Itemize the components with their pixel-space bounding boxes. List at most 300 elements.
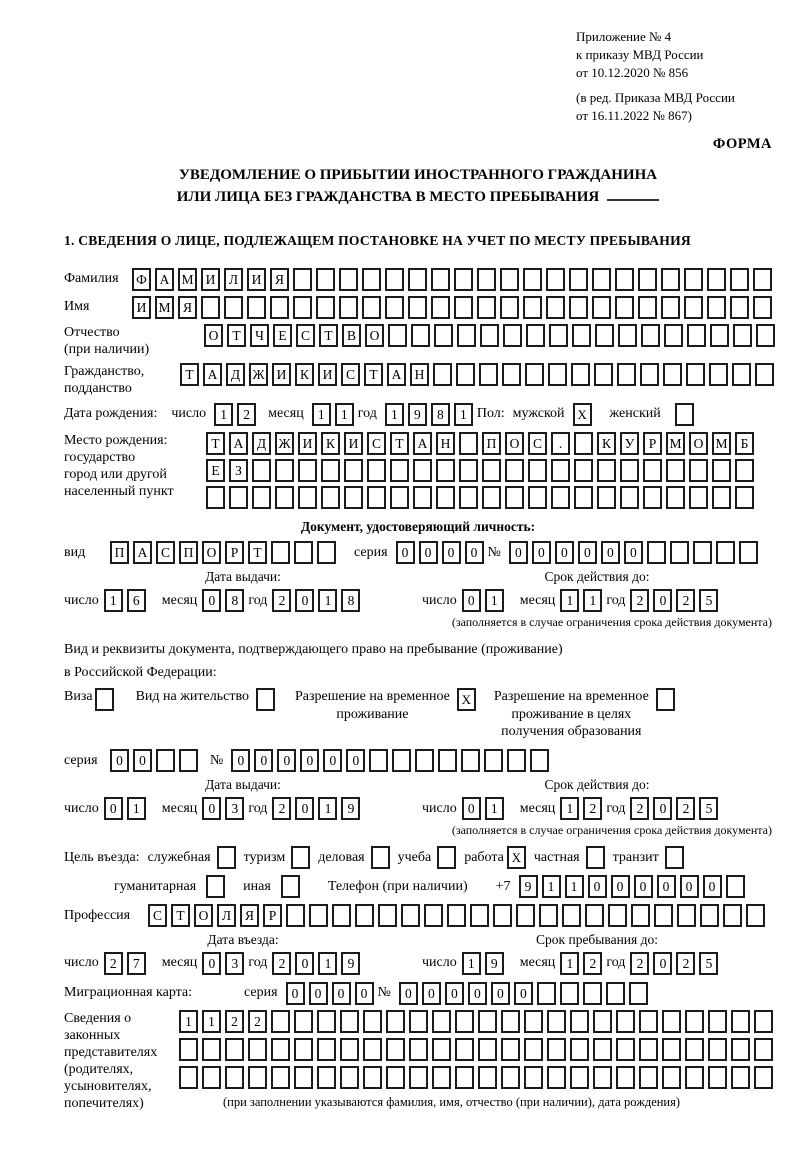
- purpose-humanitarian-checkbox[interactable]: [206, 875, 225, 898]
- char-cell[interactable]: [390, 486, 409, 509]
- char-cell[interactable]: С: [528, 432, 547, 455]
- char-cell[interactable]: [309, 904, 328, 927]
- char-cell[interactable]: [712, 486, 731, 509]
- char-cell[interactable]: 0: [634, 875, 653, 898]
- char-cell[interactable]: С: [296, 324, 315, 347]
- char-cell[interactable]: [248, 1066, 267, 1089]
- char-cell[interactable]: [615, 296, 634, 319]
- char-cell[interactable]: [666, 459, 685, 482]
- char-cell[interactable]: Я: [178, 296, 197, 319]
- char-cell[interactable]: [746, 904, 765, 927]
- char-cell[interactable]: [392, 749, 411, 772]
- char-cell[interactable]: [317, 1010, 336, 1033]
- char-cell[interactable]: [294, 1010, 313, 1033]
- char-cell[interactable]: [415, 749, 434, 772]
- char-cell[interactable]: [388, 324, 407, 347]
- char-cell[interactable]: [409, 1010, 428, 1033]
- char-cell[interactable]: Т: [227, 324, 246, 347]
- char-cell[interactable]: [689, 486, 708, 509]
- char-cell[interactable]: Н: [436, 432, 455, 455]
- char-cell[interactable]: О: [505, 432, 524, 455]
- char-cell[interactable]: 0: [332, 982, 351, 1005]
- char-cell[interactable]: [344, 486, 363, 509]
- char-cell[interactable]: 0: [396, 541, 415, 564]
- char-cell[interactable]: [592, 268, 611, 291]
- char-cell[interactable]: 0: [295, 797, 314, 820]
- char-cell[interactable]: 9: [519, 875, 538, 898]
- char-cell[interactable]: [689, 459, 708, 482]
- char-cell[interactable]: [202, 1038, 221, 1061]
- char-cell[interactable]: [707, 296, 726, 319]
- char-cell[interactable]: Ч: [250, 324, 269, 347]
- char-cell[interactable]: [560, 982, 579, 1005]
- char-cell[interactable]: [478, 1038, 497, 1061]
- char-cell[interactable]: 0: [555, 541, 574, 564]
- char-cell[interactable]: [477, 268, 496, 291]
- visa-checkbox[interactable]: [95, 688, 114, 711]
- char-cell[interactable]: 0: [399, 982, 418, 1005]
- char-cell[interactable]: [461, 749, 480, 772]
- char-cell[interactable]: 2: [676, 797, 695, 820]
- char-cell[interactable]: [570, 1038, 589, 1061]
- char-cell[interactable]: 8: [225, 589, 244, 612]
- char-cell[interactable]: [409, 1038, 428, 1061]
- char-cell[interactable]: [248, 1038, 267, 1061]
- char-cell[interactable]: [477, 296, 496, 319]
- char-cell[interactable]: 0: [703, 875, 722, 898]
- char-cell[interactable]: [754, 1038, 773, 1061]
- char-cell[interactable]: М: [155, 296, 174, 319]
- char-cell[interactable]: [455, 1066, 474, 1089]
- char-cell[interactable]: [409, 1066, 428, 1089]
- char-cell[interactable]: [547, 1038, 566, 1061]
- char-cell[interactable]: С: [367, 432, 386, 455]
- char-cell[interactable]: [639, 1066, 658, 1089]
- char-cell[interactable]: [597, 459, 616, 482]
- char-cell[interactable]: 2: [630, 589, 649, 612]
- char-cell[interactable]: [401, 904, 420, 927]
- char-cell[interactable]: 9: [485, 952, 504, 975]
- char-cell[interactable]: [386, 1066, 405, 1089]
- char-cell[interactable]: [551, 486, 570, 509]
- char-cell[interactable]: [500, 296, 519, 319]
- char-cell[interactable]: [340, 1066, 359, 1089]
- char-cell[interactable]: [247, 296, 266, 319]
- char-cell[interactable]: [478, 1066, 497, 1089]
- char-cell[interactable]: [317, 1066, 336, 1089]
- char-cell[interactable]: 2: [272, 952, 291, 975]
- char-cell[interactable]: 9: [408, 403, 427, 426]
- char-cell[interactable]: [503, 324, 522, 347]
- char-cell[interactable]: 0: [445, 982, 464, 1005]
- char-cell[interactable]: [293, 268, 312, 291]
- char-cell[interactable]: [700, 904, 719, 927]
- char-cell[interactable]: 0: [286, 982, 305, 1005]
- char-cell[interactable]: 0: [346, 749, 365, 772]
- char-cell[interactable]: [661, 268, 680, 291]
- char-cell[interactable]: [643, 486, 662, 509]
- char-cell[interactable]: [424, 904, 443, 927]
- char-cell[interactable]: [367, 459, 386, 482]
- char-cell[interactable]: П: [179, 541, 198, 564]
- char-cell[interactable]: [585, 904, 604, 927]
- char-cell[interactable]: 1: [127, 797, 146, 820]
- char-cell[interactable]: [225, 1066, 244, 1089]
- char-cell[interactable]: [459, 432, 478, 455]
- char-cell[interactable]: А: [155, 268, 174, 291]
- char-cell[interactable]: 0: [202, 797, 221, 820]
- char-cell[interactable]: [726, 875, 745, 898]
- char-cell[interactable]: [363, 1066, 382, 1089]
- char-cell[interactable]: Н: [410, 363, 429, 386]
- char-cell[interactable]: [639, 1038, 658, 1061]
- char-cell[interactable]: [616, 1010, 635, 1033]
- char-cell[interactable]: [616, 1038, 635, 1061]
- char-cell[interactable]: [708, 1010, 727, 1033]
- char-cell[interactable]: [638, 268, 657, 291]
- char-cell[interactable]: 0: [468, 982, 487, 1005]
- char-cell[interactable]: [294, 541, 313, 564]
- char-cell[interactable]: [385, 296, 404, 319]
- char-cell[interactable]: В: [342, 324, 361, 347]
- char-cell[interactable]: 0: [653, 952, 672, 975]
- char-cell[interactable]: 2: [272, 797, 291, 820]
- char-cell[interactable]: [201, 296, 220, 319]
- char-cell[interactable]: 2: [583, 797, 602, 820]
- char-cell[interactable]: [549, 324, 568, 347]
- char-cell[interactable]: [677, 904, 696, 927]
- char-cell[interactable]: Т: [180, 363, 199, 386]
- char-cell[interactable]: 0: [624, 541, 643, 564]
- char-cell[interactable]: [753, 268, 772, 291]
- char-cell[interactable]: [547, 1010, 566, 1033]
- char-cell[interactable]: [432, 1066, 451, 1089]
- char-cell[interactable]: 0: [323, 749, 342, 772]
- char-cell[interactable]: [363, 1010, 382, 1033]
- char-cell[interactable]: [321, 459, 340, 482]
- char-cell[interactable]: [574, 432, 593, 455]
- char-cell[interactable]: [386, 1038, 405, 1061]
- char-cell[interactable]: Е: [273, 324, 292, 347]
- char-cell[interactable]: А: [203, 363, 222, 386]
- char-cell[interactable]: [583, 982, 602, 1005]
- char-cell[interactable]: [639, 1010, 658, 1033]
- char-cell[interactable]: [202, 1066, 221, 1089]
- char-cell[interactable]: [710, 324, 729, 347]
- char-cell[interactable]: [484, 749, 503, 772]
- char-cell[interactable]: [362, 296, 381, 319]
- char-cell[interactable]: А: [413, 432, 432, 455]
- purpose-tourism-checkbox[interactable]: [291, 846, 310, 869]
- char-cell[interactable]: С: [148, 904, 167, 927]
- char-cell[interactable]: [524, 1066, 543, 1089]
- char-cell[interactable]: 0: [277, 749, 296, 772]
- char-cell[interactable]: 0: [419, 541, 438, 564]
- char-cell[interactable]: Ф: [132, 268, 151, 291]
- char-cell[interactable]: 2: [676, 589, 695, 612]
- char-cell[interactable]: [390, 459, 409, 482]
- char-cell[interactable]: [436, 486, 455, 509]
- char-cell[interactable]: [593, 1010, 612, 1033]
- char-cell[interactable]: О: [204, 324, 223, 347]
- char-cell[interactable]: 1: [318, 589, 337, 612]
- char-cell[interactable]: 1: [485, 589, 504, 612]
- char-cell[interactable]: О: [202, 541, 221, 564]
- char-cell[interactable]: П: [482, 432, 501, 455]
- char-cell[interactable]: 2: [583, 952, 602, 975]
- char-cell[interactable]: [363, 1038, 382, 1061]
- char-cell[interactable]: [708, 1038, 727, 1061]
- char-cell[interactable]: [206, 486, 225, 509]
- char-cell[interactable]: [454, 268, 473, 291]
- char-cell[interactable]: [480, 324, 499, 347]
- char-cell[interactable]: Л: [224, 268, 243, 291]
- char-cell[interactable]: 0: [491, 982, 510, 1005]
- char-cell[interactable]: А: [133, 541, 152, 564]
- char-cell[interactable]: [530, 749, 549, 772]
- purpose-work-checkbox[interactable]: X: [507, 846, 526, 869]
- char-cell[interactable]: 0: [422, 982, 441, 1005]
- char-cell[interactable]: [447, 904, 466, 927]
- char-cell[interactable]: [547, 1066, 566, 1089]
- char-cell[interactable]: О: [689, 432, 708, 455]
- char-cell[interactable]: 1: [560, 952, 579, 975]
- char-cell[interactable]: 2: [630, 797, 649, 820]
- male-checkbox[interactable]: X: [573, 403, 592, 426]
- char-cell[interactable]: 1: [583, 589, 602, 612]
- char-cell[interactable]: [537, 982, 556, 1005]
- char-cell[interactable]: Т: [248, 541, 267, 564]
- char-cell[interactable]: [317, 1038, 336, 1061]
- char-cell[interactable]: Е: [206, 459, 225, 482]
- char-cell[interactable]: Т: [390, 432, 409, 455]
- char-cell[interactable]: [664, 324, 683, 347]
- char-cell[interactable]: 1: [485, 797, 504, 820]
- char-cell[interactable]: [638, 296, 657, 319]
- char-cell[interactable]: [411, 324, 430, 347]
- char-cell[interactable]: И: [272, 363, 291, 386]
- char-cell[interactable]: [298, 486, 317, 509]
- char-cell[interactable]: [298, 459, 317, 482]
- char-cell[interactable]: 6: [127, 589, 146, 612]
- char-cell[interactable]: [459, 459, 478, 482]
- char-cell[interactable]: [271, 1038, 290, 1061]
- char-cell[interactable]: [685, 1010, 704, 1033]
- char-cell[interactable]: 0: [231, 749, 250, 772]
- char-cell[interactable]: [524, 1038, 543, 1061]
- purpose-study-checkbox[interactable]: [437, 846, 456, 869]
- char-cell[interactable]: [528, 486, 547, 509]
- char-cell[interactable]: [413, 459, 432, 482]
- char-cell[interactable]: [505, 459, 524, 482]
- char-cell[interactable]: [666, 486, 685, 509]
- char-cell[interactable]: [684, 268, 703, 291]
- char-cell[interactable]: [454, 296, 473, 319]
- char-cell[interactable]: [501, 1066, 520, 1089]
- char-cell[interactable]: 0: [653, 589, 672, 612]
- char-cell[interactable]: [457, 324, 476, 347]
- char-cell[interactable]: [355, 904, 374, 927]
- char-cell[interactable]: 0: [202, 952, 221, 975]
- char-cell[interactable]: [528, 459, 547, 482]
- char-cell[interactable]: [433, 363, 452, 386]
- purpose-private-checkbox[interactable]: [586, 846, 605, 869]
- purpose-transit-checkbox[interactable]: [665, 846, 684, 869]
- char-cell[interactable]: [340, 1038, 359, 1061]
- char-cell[interactable]: [654, 904, 673, 927]
- char-cell[interactable]: [294, 1038, 313, 1061]
- char-cell[interactable]: 0: [657, 875, 676, 898]
- char-cell[interactable]: П: [110, 541, 129, 564]
- char-cell[interactable]: [693, 541, 712, 564]
- char-cell[interactable]: [293, 296, 312, 319]
- char-cell[interactable]: [593, 1038, 612, 1061]
- char-cell[interactable]: [685, 1038, 704, 1061]
- char-cell[interactable]: [369, 749, 388, 772]
- char-cell[interactable]: [643, 459, 662, 482]
- char-cell[interactable]: [252, 486, 271, 509]
- char-cell[interactable]: [662, 1010, 681, 1033]
- char-cell[interactable]: [548, 363, 567, 386]
- char-cell[interactable]: 0: [680, 875, 699, 898]
- char-cell[interactable]: 0: [133, 749, 152, 772]
- char-cell[interactable]: [687, 324, 706, 347]
- char-cell[interactable]: [505, 486, 524, 509]
- female-checkbox[interactable]: [675, 403, 694, 426]
- char-cell[interactable]: [524, 1010, 543, 1033]
- char-cell[interactable]: [344, 459, 363, 482]
- char-cell[interactable]: 1: [335, 403, 354, 426]
- char-cell[interactable]: И: [201, 268, 220, 291]
- char-cell[interactable]: [546, 268, 565, 291]
- char-cell[interactable]: [731, 1066, 750, 1089]
- char-cell[interactable]: 0: [309, 982, 328, 1005]
- char-cell[interactable]: [574, 459, 593, 482]
- char-cell[interactable]: [641, 324, 660, 347]
- char-cell[interactable]: 8: [431, 403, 450, 426]
- char-cell[interactable]: [616, 1066, 635, 1089]
- char-cell[interactable]: 1: [542, 875, 561, 898]
- char-cell[interactable]: 0: [532, 541, 551, 564]
- char-cell[interactable]: [730, 296, 749, 319]
- char-cell[interactable]: 0: [578, 541, 597, 564]
- char-cell[interactable]: 3: [225, 797, 244, 820]
- char-cell[interactable]: 0: [295, 589, 314, 612]
- char-cell[interactable]: [432, 1038, 451, 1061]
- char-cell[interactable]: И: [132, 296, 151, 319]
- char-cell[interactable]: [551, 459, 570, 482]
- char-cell[interactable]: 1: [454, 403, 473, 426]
- char-cell[interactable]: [617, 363, 636, 386]
- char-cell[interactable]: [723, 904, 742, 927]
- char-cell[interactable]: 5: [699, 952, 718, 975]
- char-cell[interactable]: [663, 363, 682, 386]
- char-cell[interactable]: [482, 486, 501, 509]
- char-cell[interactable]: [574, 486, 593, 509]
- char-cell[interactable]: [385, 268, 404, 291]
- char-cell[interactable]: [436, 459, 455, 482]
- char-cell[interactable]: [224, 296, 243, 319]
- char-cell[interactable]: [431, 268, 450, 291]
- char-cell[interactable]: Б: [735, 432, 754, 455]
- char-cell[interactable]: [731, 1038, 750, 1061]
- char-cell[interactable]: .: [551, 432, 570, 455]
- char-cell[interactable]: [661, 296, 680, 319]
- char-cell[interactable]: [571, 363, 590, 386]
- char-cell[interactable]: [569, 296, 588, 319]
- char-cell[interactable]: 0: [611, 875, 630, 898]
- char-cell[interactable]: [733, 324, 752, 347]
- char-cell[interactable]: [569, 268, 588, 291]
- purpose-business-checkbox[interactable]: [371, 846, 390, 869]
- char-cell[interactable]: И: [344, 432, 363, 455]
- char-cell[interactable]: К: [597, 432, 616, 455]
- char-cell[interactable]: 0: [465, 541, 484, 564]
- char-cell[interactable]: Т: [319, 324, 338, 347]
- char-cell[interactable]: [562, 904, 581, 927]
- char-cell[interactable]: И: [298, 432, 317, 455]
- char-cell[interactable]: [332, 904, 351, 927]
- char-cell[interactable]: [685, 1066, 704, 1089]
- char-cell[interactable]: [593, 1066, 612, 1089]
- char-cell[interactable]: [570, 1010, 589, 1033]
- char-cell[interactable]: [755, 363, 774, 386]
- char-cell[interactable]: [479, 363, 498, 386]
- char-cell[interactable]: [735, 459, 754, 482]
- char-cell[interactable]: [408, 268, 427, 291]
- char-cell[interactable]: [455, 1038, 474, 1061]
- char-cell[interactable]: [275, 459, 294, 482]
- char-cell[interactable]: И: [318, 363, 337, 386]
- char-cell[interactable]: М: [712, 432, 731, 455]
- char-cell[interactable]: [432, 1010, 451, 1033]
- char-cell[interactable]: [179, 749, 198, 772]
- char-cell[interactable]: 2: [676, 952, 695, 975]
- char-cell[interactable]: [731, 1010, 750, 1033]
- char-cell[interactable]: А: [229, 432, 248, 455]
- char-cell[interactable]: Я: [270, 268, 289, 291]
- char-cell[interactable]: 9: [341, 797, 360, 820]
- char-cell[interactable]: [271, 1010, 290, 1033]
- char-cell[interactable]: [470, 904, 489, 927]
- char-cell[interactable]: 1: [318, 797, 337, 820]
- char-cell[interactable]: [252, 459, 271, 482]
- char-cell[interactable]: [647, 541, 666, 564]
- char-cell[interactable]: [732, 363, 751, 386]
- char-cell[interactable]: [526, 324, 545, 347]
- purpose-other-checkbox[interactable]: [281, 875, 300, 898]
- char-cell[interactable]: [615, 268, 634, 291]
- char-cell[interactable]: [708, 1066, 727, 1089]
- char-cell[interactable]: [459, 486, 478, 509]
- char-cell[interactable]: [362, 268, 381, 291]
- char-cell[interactable]: [378, 904, 397, 927]
- char-cell[interactable]: 2: [248, 1010, 267, 1033]
- char-cell[interactable]: [340, 1010, 359, 1033]
- char-cell[interactable]: [570, 1066, 589, 1089]
- char-cell[interactable]: [523, 268, 542, 291]
- char-cell[interactable]: [294, 1066, 313, 1089]
- char-cell[interactable]: [606, 982, 625, 1005]
- char-cell[interactable]: [686, 363, 705, 386]
- char-cell[interactable]: 0: [601, 541, 620, 564]
- char-cell[interactable]: [670, 541, 689, 564]
- char-cell[interactable]: [431, 296, 450, 319]
- char-cell[interactable]: [707, 268, 726, 291]
- char-cell[interactable]: [179, 1066, 198, 1089]
- char-cell[interactable]: 1: [179, 1010, 198, 1033]
- char-cell[interactable]: [516, 904, 535, 927]
